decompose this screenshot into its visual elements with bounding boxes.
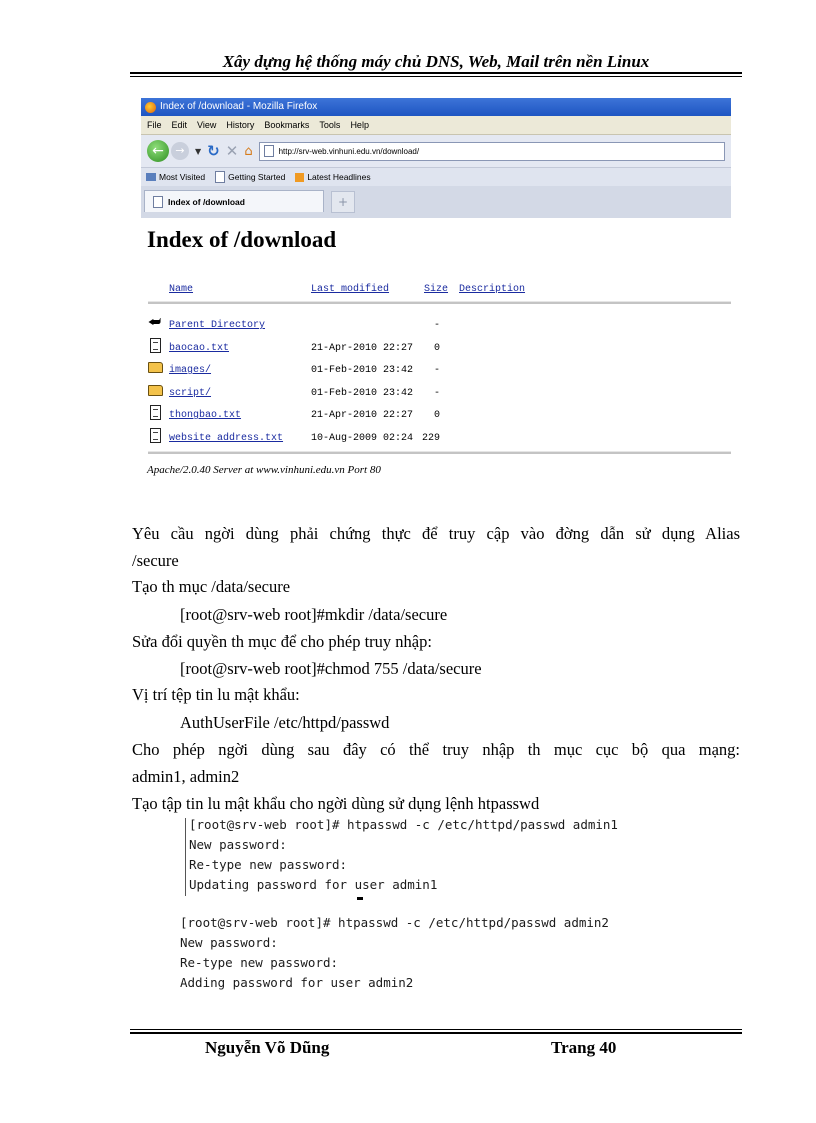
table-row — [148, 428, 731, 448]
command-mkdir: [root@srv-web root]#mkdir /data/secure — [180, 605, 448, 624]
file-modified: 21-Apr-2010 22:27 — [311, 343, 414, 354]
file-size: 229 — [421, 433, 440, 444]
page-icon — [215, 171, 225, 183]
terminal-line: New password: — [180, 935, 278, 950]
table-row — [148, 405, 731, 425]
paragraph-allowed-users-cont: admin1, admin2 — [132, 767, 240, 786]
file-link[interactable]: images/ — [169, 365, 212, 376]
home-icon[interactable]: ⌂ — [244, 143, 253, 159]
menu-edit[interactable]: Edit — [171, 120, 188, 130]
terminal-line: [root@srv-web root]# htpasswd -c /etc/httpd/passwd admin2 — [180, 915, 609, 930]
header-rule — [130, 72, 742, 74]
browser-screenshot — [141, 98, 731, 218]
menu-tools[interactable]: Tools — [319, 120, 341, 130]
menu-history[interactable]: History — [226, 120, 255, 130]
terminal-line: Re-type new password: — [189, 857, 348, 872]
menu-bookmarks[interactable]: Bookmarks — [264, 120, 310, 130]
footer-rule — [130, 1032, 742, 1034]
column-header-size[interactable]: Size — [424, 284, 449, 295]
page-icon — [264, 145, 274, 157]
terminal-output-admin2 — [180, 913, 609, 993]
terminal-cursor — [357, 897, 363, 900]
browser-window-title: Index of /download - Mozilla Firefox — [160, 101, 318, 112]
paragraph-change-permission: Sửa đổi quyền th mục để cho phép truy nhập: — [132, 632, 432, 651]
terminal-output-admin1 — [189, 815, 618, 895]
index-top-rule — [148, 301, 731, 304]
parent-directory-icon: ⮨ — [148, 314, 162, 330]
bookmark-most-visited[interactable]: Most Visited — [146, 172, 205, 182]
bookmark-latest-headlines[interactable]: Latest Headlines — [295, 172, 370, 182]
header-rule-thin — [130, 76, 742, 77]
column-header-name[interactable]: Name — [169, 284, 194, 295]
column-header-last-modified[interactable]: Last modified — [311, 284, 390, 295]
forward-arrow-icon[interactable]: → — [171, 142, 189, 160]
file-link[interactable]: thongbao.txt — [169, 410, 242, 421]
back-arrow-icon[interactable]: ← — [147, 140, 169, 162]
file-size: 0 — [433, 410, 440, 421]
menu-view[interactable]: View — [197, 120, 217, 130]
server-signature: Apache/2.0.40 Server at www.vinhuni.edu.vn Port 80 — [147, 464, 381, 476]
stop-icon[interactable]: ✕ — [225, 142, 239, 160]
address-bar-url: http://srv-web.vinhuni.edu.vn/download/ — [278, 146, 420, 156]
tab-index-of-download[interactable] — [144, 190, 324, 212]
footer-rule-thin — [130, 1029, 742, 1030]
terminal-line: [root@srv-web root]# htpasswd -c /etc/httpd/passwd admin1 — [189, 817, 618, 832]
file-link[interactable]: website address.txt — [169, 433, 284, 444]
paragraph-allowed-users: Cho phép ngời dùng sau đây có thể truy nhập th mục cục bộ qua mạng: — [132, 740, 740, 759]
table-row — [148, 360, 731, 380]
terminal-border — [185, 818, 186, 896]
terminal-line: Updating password for user admin1 — [189, 877, 438, 892]
folder-icon — [148, 362, 163, 373]
index-page-title: Index of /download — [147, 227, 337, 252]
file-modified: 01-Feb-2010 23:42 — [311, 365, 414, 376]
browser-menu-bar — [141, 116, 731, 135]
footer-author: Nguyễn Võ Dũng — [205, 1038, 330, 1057]
file-link[interactable]: script/ — [169, 388, 212, 399]
paragraph-create-password-file: Tạo tập tin lu mật khẩu cho ngời dùng sử dụng lệnh htpasswd — [132, 794, 540, 813]
table-row — [148, 338, 731, 358]
tab-title: Index of /download — [168, 196, 245, 207]
file-size: 0 — [433, 343, 440, 354]
text-file-icon — [150, 405, 161, 420]
config-authuserfile: AuthUserFile /etc/httpd/passwd — [180, 713, 390, 732]
file-modified: 21-Apr-2010 22:27 — [311, 410, 414, 421]
file-size: - — [433, 365, 440, 376]
text-file-icon — [150, 338, 161, 353]
terminal-line: New password: — [189, 837, 287, 852]
tab-strip — [141, 186, 731, 218]
paragraph-auth-requirement: Yêu cầu ngời dùng phải chứng thực để truy cập vào đờng dẫn sử dụng Alias — [132, 524, 740, 543]
menu-help[interactable]: Help — [350, 120, 369, 130]
file-link[interactable]: baocao.txt — [169, 343, 230, 354]
rss-feed-icon — [295, 173, 304, 182]
terminal-line: Adding password for user admin2 — [180, 975, 414, 990]
bookmark-getting-started[interactable]: Getting Started — [215, 171, 285, 183]
text-file-icon — [150, 428, 161, 443]
paragraph-create-dir: Tạo th mục /data/secure — [132, 577, 291, 596]
file-size: - — [433, 388, 440, 399]
firefox-logo-icon — [145, 102, 156, 113]
paragraph-auth-requirement-cont: /secure — [132, 551, 179, 570]
file-link[interactable]: Parent Directory — [169, 320, 266, 331]
history-dropdown-icon[interactable]: ▼ — [195, 146, 202, 156]
paragraph-password-file-location: Vị trí tệp tin lu mật khẩu: — [132, 685, 300, 704]
index-bottom-rule — [148, 451, 731, 454]
file-modified: 01-Feb-2010 23:42 — [311, 388, 414, 399]
address-bar[interactable] — [259, 142, 725, 161]
column-header-description[interactable]: Description — [459, 284, 526, 295]
document-header-title: Xây dựng hệ thống máy chủ DNS, Web, Mail trên nền Linux — [222, 52, 650, 71]
command-chmod: [root@srv-web root]#chmod 755 /data/secure — [180, 659, 482, 678]
table-row — [148, 315, 731, 335]
bookmarks-toolbar — [141, 168, 731, 186]
reload-icon[interactable]: ↻ — [207, 142, 220, 160]
browser-navigation-bar — [141, 135, 731, 168]
menu-file[interactable]: File — [147, 120, 162, 130]
page-icon — [153, 196, 163, 208]
new-tab-button[interactable]: + — [331, 191, 355, 213]
file-modified: 10-Aug-2009 02:24 — [311, 433, 414, 444]
file-size: - — [433, 320, 440, 331]
footer-page-number: Trang 40 — [551, 1038, 617, 1057]
table-row — [148, 383, 731, 403]
browser-title-bar — [141, 98, 731, 116]
folder-icon — [148, 385, 163, 396]
terminal-line: Re-type new password: — [180, 955, 339, 970]
most-visited-icon — [146, 173, 156, 181]
